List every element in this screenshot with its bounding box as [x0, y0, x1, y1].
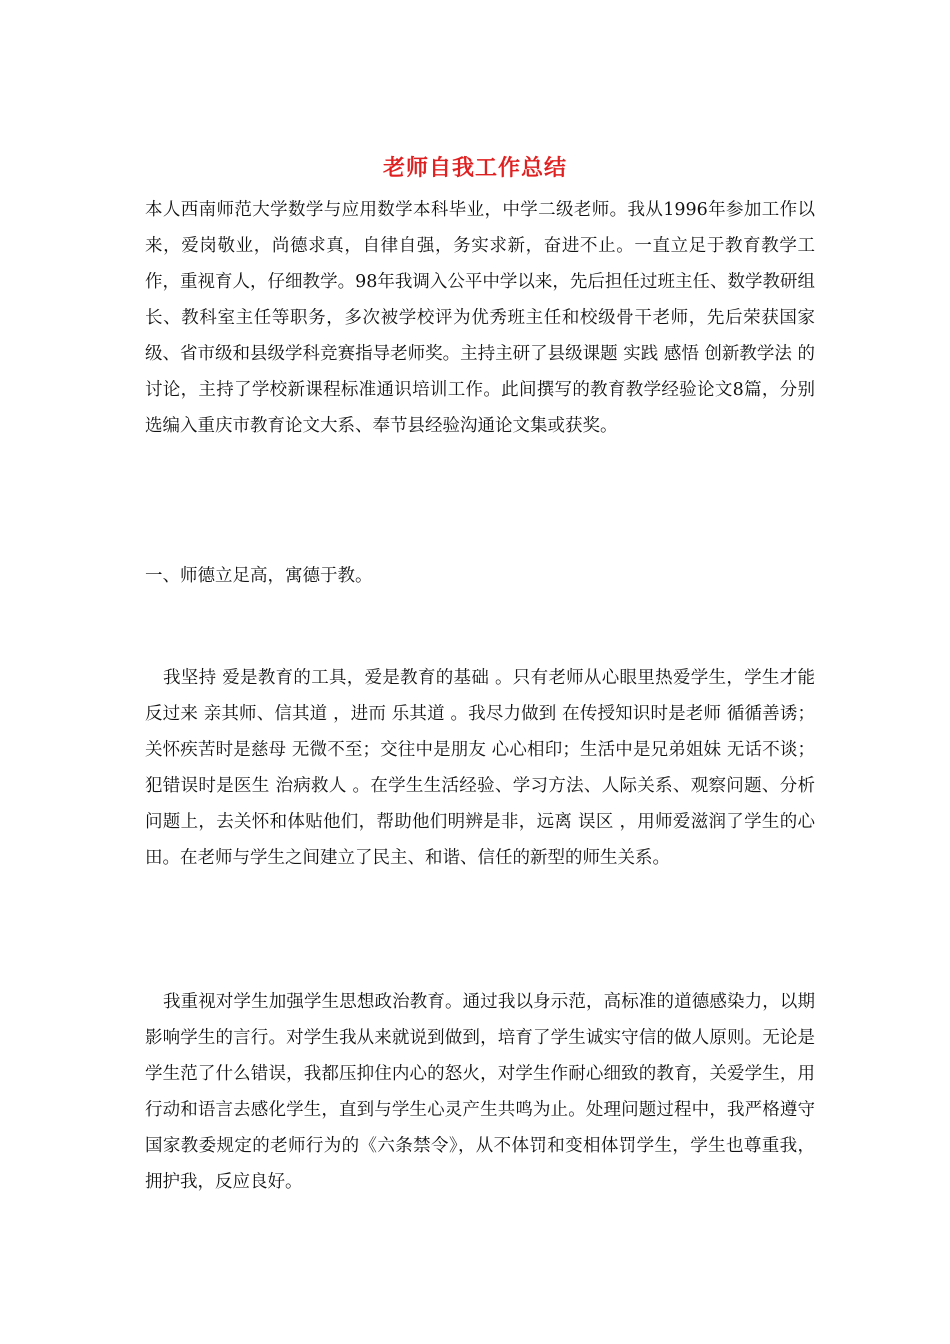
document-title: 老师自我工作总结 — [382, 155, 567, 181]
body-paragraph-2: 我重视对学生加强学生思想政治教育。通过我以身示范，高标准的道德感染力，以期影响学生的言行。对学生我从来就说到做到，培育了学生诚实守信的做人原则。无论是学生范了什么错误，我都压抑住内心的怒火，对学生作耐心细致的教育，关爱学生，用行动和语言去感化学生，直到与学生心灵产生共鸣为止。处理问题过程中，我严格遵守国家教委规定的老师行为的《六条禁令》，从不体罚和变相体罚学生，学生也尊重我，拥护我，反应良好。 — [145, 992, 815, 1192]
section-heading: 一、师德立足高，寓德于教。 — [145, 566, 373, 586]
intro-paragraph: 本人西南师范大学数学与应用数学本科毕业，中学二级老师。我从1996年参加工作以来，爱岗敬业，尚德求真，自律自强，务实求新，奋进不止。一直立足于教育教学工作，重视育人，仔细教学。98年我调入公平中学以来，先后担任过班主任、数学教研组长、教科室主任等职务，多次被学校评为优秀班主任和校级骨干老师，先后荣获国家级、省市级和县级学科竞赛指导老师奖。主持主研了县级课题 实践 感悟 创新教学法 的讨论，主持了学校新课程标准通识培训工作。此间撰写的教育教学经验论文8篇，分别选编入重庆市教育论文大系、奉节县经验沟通论文集或获奖。 — [145, 200, 815, 436]
body-paragraph-1: 我坚持 爱是教育的工具，爱是教育的基础 。只有老师从心眼里热爱学生，学生才能反过来 亲其师、信其道 ，进而 乐其道 。我尽力做到 在传授知识时是老师 循循善诱；关怀疾苦时是慈母 无微不至；交往中是朋友 心心相印；生活中是兄弟姐妹 无话不谈；犯错误时是医生 治病救人 。在学生生活经验、学习方法、人际关系、观察问题、分析问题上，去关怀和体贴他们，帮助他们明辨是非，远离 误区 ，用师爱滋润了学生的心田。在老师与学生之间建立了民主、和谐、信任的新型的师生关系。 — [145, 668, 815, 868]
